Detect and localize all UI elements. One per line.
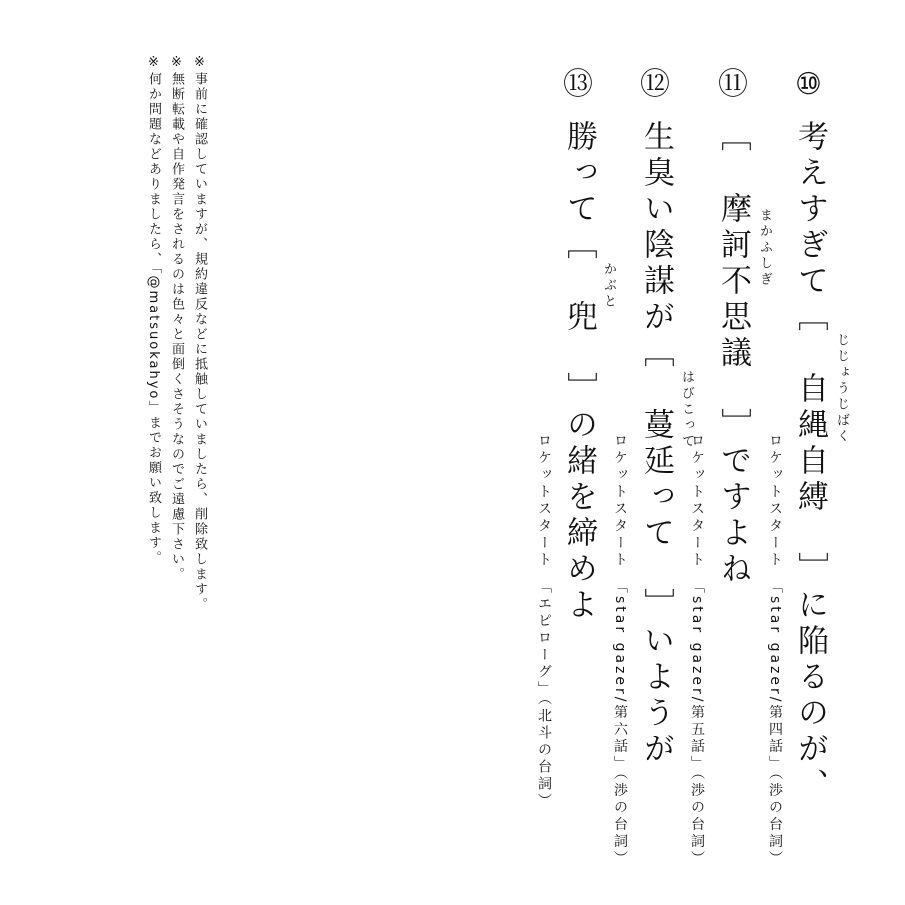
source-line: ロケットスタート 「star gazer/第四話」（渉の台詞） <box>767 433 783 868</box>
source-line: ロケットスタート 「star gazer/第六話」（渉の台詞） <box>612 433 628 868</box>
entry-number: ⑪ <box>718 67 748 102</box>
note-line: ※無断転載や自作発言をされるのは色々と面倒くさそうなのでご遠慮下さい。 <box>169 55 184 582</box>
quote-line: 考えすぎて［ 自縄自縛 ］に陥るのが、 <box>792 120 828 804</box>
quote-line: 勝って［ 兜 ］の緒を締めよ <box>561 120 597 624</box>
entry-number: ⑬ <box>563 67 593 102</box>
source-line: ロケットスタート 「エピローグ」（北斗の台詞） <box>536 433 552 810</box>
ruby-reading: はびこって <box>679 370 694 450</box>
entry-number: ⑫ <box>640 67 670 102</box>
note-line: ※何か問題などありましたら、「@matsuokahyo」までお願い致します。 <box>146 55 161 566</box>
ruby-reading: かぶと <box>601 262 616 310</box>
quote-line: ［ 摩訶不思議 ］ですよね <box>715 120 751 588</box>
note-line: ※事前に確認していますが、規約違反などに抵触していましたら、削除致します。 <box>192 55 207 612</box>
entry-number: ⑩ <box>795 67 822 102</box>
quote-line: 生臭い陰謀が［ 蔓延って ］いようが <box>638 120 674 768</box>
ruby-reading: まかふしぎ <box>757 208 772 288</box>
ruby-reading: じじょうじばく <box>834 333 849 445</box>
source-line: ロケットスタート 「star gazer/第五話」（渉の台詞） <box>689 433 705 868</box>
